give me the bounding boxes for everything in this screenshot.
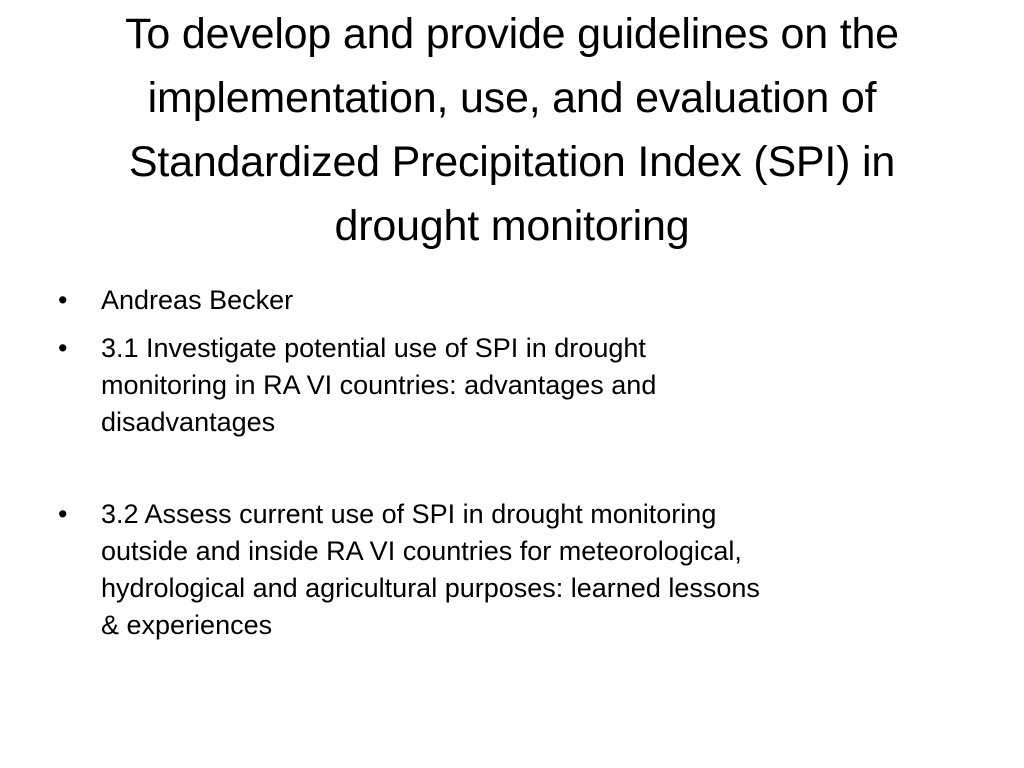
bullet-text-line: monitoring in RA VI countries: advantages and (101, 370, 657, 400)
bullet-text-line: hydrological and agricultural purposes: learned lessons (101, 573, 760, 603)
slide-title-line: drought monitoring (334, 202, 690, 250)
slide-title-line: implementation, use, and evaluation of (147, 74, 877, 122)
slide-title-line: Standardized Precipitation Index (SPI) in (128, 138, 896, 186)
bullet-text-line: 3.1 Investigate potential use of SPI in drought (101, 333, 646, 363)
bullet-text-line: disadvantages (101, 407, 276, 437)
bullet-item-3-2 (58, 496, 978, 644)
bullet-text-line: 3.2 Assess current use of SPI in drought monitoring (101, 499, 717, 529)
slide-title-line: To develop and provide guidelines on the (125, 10, 899, 58)
bullet-item-author (58, 282, 978, 319)
bullet-text-line: outside and inside RA VI countries for meteorological, (101, 536, 742, 566)
bullet-marker: • (58, 285, 68, 315)
bullet-marker: • (58, 499, 68, 529)
bullet-list (58, 282, 978, 644)
bullet-text-line: Andreas Becker (101, 285, 294, 315)
bullet-text-line: & experiences (101, 610, 273, 640)
bullet-item-3-1 (58, 330, 978, 441)
slide-title (30, 2, 994, 258)
bullet-marker: • (58, 333, 68, 363)
